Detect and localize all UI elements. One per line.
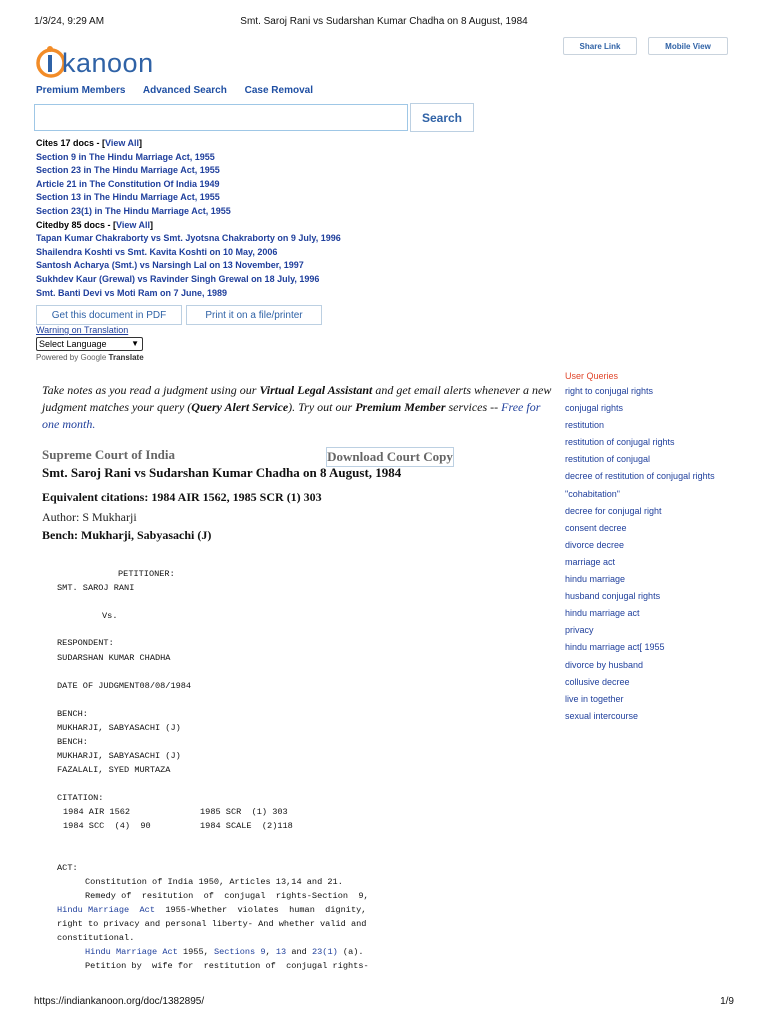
language-select-value: Select Language	[39, 339, 107, 349]
share-link-button[interactable]: Share Link	[563, 37, 637, 55]
judgment-date: DATE OF JUDGMENT08/08/1984	[57, 681, 192, 691]
translation-warning-link[interactable]: Warning on Translation	[36, 325, 129, 335]
bench-judge: FAZALALI, SYED MURTAZA	[57, 765, 171, 775]
bench-judge: MUKHARJI, SABYASACHI (J)	[57, 751, 181, 761]
cites-header: Cites 17 docs - [View All]	[36, 138, 143, 148]
cites-link[interactable]: Article 21 in The Constitution Of India 1949	[36, 178, 220, 189]
print-button[interactable]: Print it on a file/printer	[186, 305, 322, 325]
nav-premium-members[interactable]: Premium Members	[36, 85, 126, 96]
bench-judge: MUKHARJI, SABYASACHI (J)	[57, 723, 181, 733]
court-name: Supreme Court of India	[42, 447, 176, 462]
user-query-link[interactable]: live in together	[565, 693, 624, 704]
mobile-view-button[interactable]: Mobile View	[648, 37, 728, 55]
user-query-link[interactable]: restitution of conjugal	[565, 454, 651, 465]
cites-link[interactable]: Section 23 in The Hindu Marriage Act, 1955	[36, 165, 220, 176]
search-button[interactable]: Search	[410, 103, 474, 132]
nav-case-removal[interactable]: Case Removal	[244, 85, 313, 96]
act-line: Remedy of resitution of conjugal rights-Section 9,	[85, 891, 369, 901]
cites-link[interactable]: Section 9 in The Hindu Marriage Act, 1955	[36, 151, 215, 162]
act-label: ACT:	[57, 863, 78, 873]
act-line: constitutional.	[57, 933, 135, 943]
sections-9-link[interactable]: Sections 9	[213, 947, 266, 957]
act-line: Hindu Marriage Act 1955-Whether violates human dignity,	[57, 905, 367, 915]
respondent-name: SUDARSHAN KUMAR CHADHA	[57, 653, 171, 663]
main-nav	[36, 85, 328, 96]
citation-value: 1984 SCC (4) 90	[63, 821, 151, 831]
citedby-link[interactable]: Tapan Kumar Chakraborty vs Smt. Jyotsna Chakraborty on 9 July, 1996	[36, 233, 341, 244]
virtual-legal-assistant-link[interactable]: Virtual Legal Assistant	[259, 383, 373, 397]
citation-label: CITATION:	[57, 793, 104, 803]
user-query-link[interactable]: hindu marriage	[565, 574, 626, 585]
section-23-1-link[interactable]: 23(1)	[311, 947, 338, 957]
user-query-link[interactable]: husband conjugal rights	[565, 591, 661, 602]
site-logo[interactable]	[34, 34, 152, 84]
user-query-link[interactable]: decree for conjugal right	[565, 505, 662, 516]
print-url: https://indiankanoon.org/doc/1382895/	[34, 996, 205, 1007]
user-query-link[interactable]: sexual intercourse	[565, 710, 639, 721]
author: Author: S Mukharji	[42, 510, 137, 524]
user-query-link[interactable]: hindu marriage act[ 1955	[565, 642, 665, 653]
hindu-marriage-act-link[interactable]: Hindu Marriage Act	[57, 905, 155, 915]
citation-value: 1984 SCALE (2)118	[200, 821, 293, 831]
citedby-link[interactable]: Smt. Banti Devi vs Moti Ram on 7 June, 1989	[36, 287, 228, 298]
act-line: right to privacy and personal liberty- And whether valid and	[57, 919, 367, 929]
user-query-link[interactable]: restitution of conjugal rights	[565, 437, 675, 448]
citation-value: 1985 SCR (1) 303	[200, 807, 288, 817]
user-query-link[interactable]: "cohabitation"	[565, 488, 620, 499]
user-query-link[interactable]: marriage act	[565, 556, 616, 567]
petitioner-label: PETITIONER:	[118, 569, 175, 579]
bench-label: BENCH:	[57, 709, 88, 719]
google-logo: Google	[80, 353, 107, 362]
hindu-marriage-act-link[interactable]: Hindu Marriage Act	[85, 947, 178, 957]
bench-label: BENCH:	[57, 737, 88, 747]
citedby-link[interactable]: Shailendra Koshti vs Smt. Kavita Koshti on 10 May, 2006	[36, 246, 278, 257]
act-line: Constitution of India 1950, Articles 13,14 and 21.	[85, 877, 343, 887]
get-pdf-button[interactable]: Get this document in PDF	[36, 305, 182, 325]
user-queries-sidebar	[565, 371, 715, 725]
citedby-view-all-link[interactable]: View All	[116, 219, 151, 230]
bench: Bench: Mukharji, Sabyasachi (J)	[42, 528, 212, 542]
print-title: Smt. Saroj Rani vs Sudarshan Kumar Chadha on 8 August, 1984	[240, 16, 528, 27]
references-panel	[36, 137, 341, 300]
free-trial-link[interactable]: Free for one month.	[42, 400, 541, 431]
user-query-link[interactable]: divorce decree	[565, 539, 625, 550]
citation-value: 1984 AIR 1562	[63, 807, 131, 817]
user-query-link[interactable]: collusive decree	[565, 676, 630, 687]
user-query-link[interactable]: privacy	[565, 625, 594, 636]
citedby-header: Citedby 85 docs - [View All]	[36, 219, 154, 230]
print-page-number: 1/9	[720, 996, 734, 1007]
cites-link[interactable]: Section 13 in The Hindu Marriage Act, 1955	[36, 192, 220, 203]
user-query-link[interactable]: conjugal rights	[565, 403, 624, 414]
user-query-link[interactable]: divorce by husband	[565, 659, 644, 670]
chevron-down-icon: ▼	[131, 339, 139, 348]
logo-text: kanoon	[62, 48, 154, 78]
case-title: Smt. Saroj Rani vs Sudarshan Kumar Chadha on 8 August, 1984	[42, 465, 402, 480]
nav-advanced-search[interactable]: Advanced Search	[142, 85, 227, 96]
cites-view-all-link[interactable]: View All	[105, 138, 140, 148]
citedby-link[interactable]: Sukhdev Kaur (Grewal) vs Ravinder Singh Grewal on 18 July, 1996	[36, 273, 320, 284]
cites-link[interactable]: Section 23(1) in The Hindu Marriage Act, 1955	[36, 205, 231, 216]
user-query-link[interactable]: decree of restitution of conjugal rights	[565, 471, 715, 482]
user-query-link[interactable]: restitution	[565, 420, 605, 431]
premium-member-link[interactable]: Premium Member	[355, 400, 446, 414]
user-query-link[interactable]: consent decree	[565, 522, 627, 533]
user-query-link[interactable]: right to conjugal rights	[565, 386, 654, 396]
act-line: Petition by wife for restitution of conjugal rights-	[85, 961, 369, 971]
powered-by-google: Powered by Google Translate	[36, 353, 144, 362]
user-queries-header: User Queries	[565, 371, 619, 381]
section-13-link[interactable]: 13	[275, 947, 287, 957]
download-court-copy-button[interactable]: Download Court Copy	[326, 447, 454, 467]
search-input[interactable]	[34, 104, 408, 131]
print-datetime: 1/3/24, 9:29 AM	[34, 16, 105, 27]
petitioner-name: SMT. SAROJ RANI	[57, 583, 135, 593]
user-query-link[interactable]: hindu marriage act	[565, 608, 640, 619]
language-select[interactable]	[36, 337, 143, 351]
equivalent-citations: Equivalent citations: 1984 AIR 1562, 1985 SCR (1) 303	[42, 490, 322, 504]
act-line: Hindu Marriage Act 1955, Sections 9, 13 and 23(1) (a).	[85, 947, 364, 957]
respondent-label: RESPONDENT:	[57, 638, 114, 648]
versus-text: Vs.	[102, 611, 118, 621]
promo-text: Take notes as you read a judgment using our Virtual Legal Assistant and get email alerts whenever a new judgment matches your query (Query Alert Service). Try out our Premium Member services -- Free for one month.	[42, 383, 552, 431]
query-alert-service-link[interactable]: Query Alert Service	[191, 400, 289, 414]
citedby-link[interactable]: Santosh Acharya (Smt.) vs Narsingh Lal on 13 November, 1997	[36, 260, 304, 271]
